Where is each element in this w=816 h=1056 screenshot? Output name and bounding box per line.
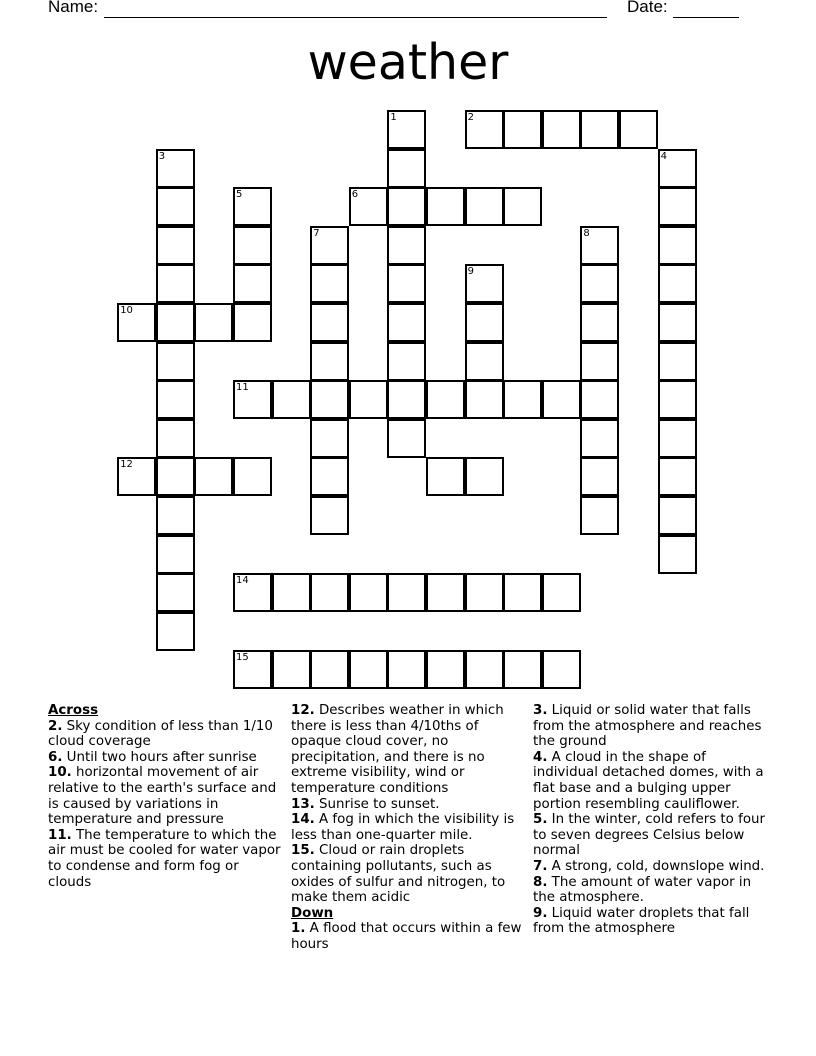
clue-item-number: 10. <box>48 765 72 781</box>
clue-item <box>533 859 773 875</box>
grid-cell[interactable] <box>156 264 195 303</box>
grid-cell[interactable] <box>349 187 388 226</box>
grid-cell[interactable] <box>117 457 156 496</box>
grid-cell[interactable] <box>658 535 697 574</box>
clue-item-text: Liquid water droplets that fall from the atmosphere <box>533 905 750 937</box>
clues-column-2 <box>291 703 527 953</box>
clue-item-number: 14. <box>291 812 315 828</box>
grid-cell[interactable] <box>580 303 619 342</box>
grid-cell[interactable] <box>658 149 697 188</box>
grid-cell[interactable] <box>580 226 619 265</box>
grid-cell[interactable] <box>310 342 349 381</box>
down-clue-list <box>291 921 527 952</box>
grid-cell[interactable] <box>156 342 195 381</box>
clue-item <box>291 797 527 813</box>
grid-cell[interactable] <box>580 110 619 149</box>
grid-cell[interactable] <box>465 110 504 149</box>
grid-cell[interactable] <box>272 650 311 689</box>
clue-number: 2 <box>467 112 474 123</box>
clue-item-text: The temperature to which the air must be cooled for water vapor to condense and form fog or clouds <box>48 827 281 890</box>
grid-cell[interactable] <box>658 457 697 496</box>
clue-number: 12 <box>120 459 133 471</box>
clue-number: 3 <box>158 150 166 162</box>
clue-item-text: In the winter, cold refers to four to seven degrees Celsius below normal <box>533 812 766 859</box>
grid-cell[interactable] <box>503 380 542 419</box>
grid-cell[interactable] <box>387 149 426 188</box>
clues-column-3 <box>533 703 773 937</box>
across-clue-list <box>48 719 284 891</box>
down-clue-list-continued <box>533 703 773 937</box>
grid-cell[interactable] <box>349 650 388 689</box>
clue-item <box>48 750 284 766</box>
grid-cell[interactable] <box>233 573 272 612</box>
grid-cell[interactable] <box>503 110 542 149</box>
clue-number: 8 <box>583 227 590 239</box>
grid-cell[interactable] <box>465 457 504 496</box>
across-heading: Across <box>48 703 99 718</box>
across-clue-list-continued <box>291 703 527 906</box>
grid-cell[interactable] <box>465 303 504 342</box>
clue-number: 9 <box>467 266 474 278</box>
grid-cell[interactable] <box>310 650 349 689</box>
clue-number: 10 <box>120 305 133 316</box>
grid-cell[interactable] <box>387 573 426 612</box>
grid-cell[interactable] <box>387 419 426 458</box>
grid-cell[interactable] <box>310 457 349 496</box>
grid-cell[interactable] <box>426 650 465 689</box>
grid-cell[interactable] <box>658 419 697 458</box>
clue-item-number: 12. <box>291 703 315 718</box>
clue-number: 14 <box>236 575 249 587</box>
clue-item-text: A cloud in the shape of individual detached domes, with a flat base and a bulging upper portion resembling cauliflower. <box>533 749 764 812</box>
grid-cell[interactable] <box>465 650 504 689</box>
clue-item-text: Sunrise to sunset. <box>319 796 440 812</box>
grid-cell[interactable] <box>349 380 388 419</box>
clue-item <box>48 719 284 750</box>
clue-item <box>48 828 284 890</box>
clue-item <box>533 875 773 906</box>
clue-item-text: A fog in which the visibility is less than one-quarter mile. <box>291 812 515 843</box>
clue-number: 7 <box>313 227 320 239</box>
name-label: Name: <box>48 0 99 16</box>
grid-cell[interactable] <box>156 149 195 188</box>
grid-cell[interactable] <box>310 226 349 265</box>
clue-item-text: A flood that occurs within a few hours <box>291 921 522 952</box>
grid-cell[interactable] <box>542 650 581 689</box>
grid-cell[interactable] <box>272 380 311 419</box>
grid-cell[interactable] <box>580 419 619 458</box>
grid-cell[interactable] <box>465 342 504 381</box>
grid-cell[interactable] <box>156 303 195 342</box>
grid-cell[interactable] <box>156 457 195 496</box>
grid-cell[interactable] <box>387 650 426 689</box>
clue-number: 5 <box>236 189 243 201</box>
grid-cell[interactable] <box>387 303 426 342</box>
clue-item-text: Liquid or solid water that falls from the atmosphere and reaches the ground <box>533 703 762 750</box>
grid-cell[interactable] <box>156 226 195 265</box>
clue-item-text: horizontal movement of air relative to the earth's surface and is caused by variations in temperature and pressure <box>48 765 277 828</box>
clue-item-text: A strong, cold, downslope wind. <box>551 858 765 874</box>
grid-cell[interactable] <box>272 573 311 612</box>
clue-item <box>291 843 527 905</box>
clue-item-number: 1. <box>291 921 306 937</box>
grid-cell[interactable] <box>580 496 619 535</box>
clue-number: 15 <box>236 652 249 664</box>
clue-item-number: 2. <box>48 718 63 734</box>
grid-cell[interactable] <box>194 457 233 496</box>
grid-cell[interactable] <box>465 187 504 226</box>
grid-cell[interactable] <box>658 226 697 265</box>
grid-cell[interactable] <box>580 457 619 496</box>
grid-cell[interactable] <box>156 573 195 612</box>
clue-number: 11 <box>236 382 249 394</box>
grid-cell[interactable] <box>426 457 465 496</box>
clue-item-text: Sky condition of less than 1/10 cloud coverage <box>48 718 273 750</box>
grid-cell[interactable] <box>387 342 426 381</box>
grid-cell[interactable] <box>233 187 272 226</box>
grid-cell[interactable] <box>580 342 619 381</box>
clue-item <box>533 812 773 859</box>
clue-item-text: The amount of water vapor in the atmosphere. <box>533 874 752 906</box>
grid-cell[interactable] <box>542 573 581 612</box>
clue-item <box>533 906 773 937</box>
down-heading: Down <box>291 905 334 921</box>
grid-cell[interactable] <box>233 380 272 419</box>
grid-cell[interactable] <box>658 380 697 419</box>
grid-cell[interactable] <box>387 226 426 265</box>
grid-cell[interactable] <box>117 303 156 342</box>
clue-item-number: 9. <box>533 905 548 921</box>
grid-cell[interactable] <box>310 303 349 342</box>
grid-cell[interactable] <box>387 110 426 149</box>
grid-cell[interactable] <box>387 380 426 419</box>
clue-item-number: 7. <box>533 858 548 874</box>
grid-cell[interactable] <box>580 264 619 303</box>
grid-cell[interactable] <box>156 419 195 458</box>
grid-cell[interactable] <box>387 264 426 303</box>
clue-item <box>533 750 773 812</box>
grid-cell[interactable] <box>194 303 233 342</box>
grid-cell[interactable] <box>426 187 465 226</box>
clue-item-text: Until two hours after sunrise <box>66 749 257 765</box>
grid-cell[interactable] <box>542 110 581 149</box>
grid-cell[interactable] <box>233 650 272 689</box>
clue-item-number: 11. <box>48 827 72 843</box>
clue-item-number: 4. <box>533 749 548 765</box>
clue-number: 4 <box>660 150 667 162</box>
grid-cell[interactable] <box>310 264 349 303</box>
clue-item <box>48 765 284 827</box>
grid-cell[interactable] <box>658 187 697 226</box>
grid-cell[interactable] <box>658 496 697 535</box>
grid-cell[interactable] <box>310 496 349 535</box>
clue-item <box>291 703 527 797</box>
grid-cell[interactable] <box>503 187 542 226</box>
grid-cell[interactable] <box>542 380 581 419</box>
grid-cell[interactable] <box>310 380 349 419</box>
grid-cell[interactable] <box>387 187 426 226</box>
clue-item-number: 8. <box>533 874 548 890</box>
grid-cell[interactable] <box>233 264 272 303</box>
grid-cell[interactable] <box>658 303 697 342</box>
grid-cell[interactable] <box>465 264 504 303</box>
clue-item <box>533 703 773 750</box>
grid-cell[interactable] <box>426 380 465 419</box>
clue-item-number: 6. <box>48 749 63 765</box>
grid-cell[interactable] <box>465 573 504 612</box>
grid-cell[interactable] <box>156 496 195 535</box>
puzzle-title: weather <box>307 34 509 91</box>
grid-cell[interactable] <box>503 650 542 689</box>
grid-cell[interactable] <box>156 535 195 574</box>
grid-cell[interactable] <box>156 612 195 651</box>
grid-cell[interactable] <box>619 110 658 149</box>
clue-item-text: Describes weather in which there is less than 4/10ths of opaque cloud cover, no precipitation, and there is no extreme visibility, wind or temperature conditions <box>291 703 504 796</box>
grid-cell[interactable] <box>349 573 388 612</box>
grid-cell[interactable] <box>310 419 349 458</box>
clue-item-number: 13. <box>291 796 315 812</box>
date-label: Date: <box>627 0 668 16</box>
clue-number: 6 <box>351 189 359 201</box>
clue-item-number: 3. <box>533 703 548 718</box>
clue-number: 1 <box>390 112 397 123</box>
grid-cell[interactable] <box>658 264 697 303</box>
clue-item <box>291 812 527 843</box>
clue-item <box>291 921 527 952</box>
grid-cell[interactable] <box>580 380 619 419</box>
grid-cell[interactable] <box>310 573 349 612</box>
clue-item-number: 5. <box>533 812 548 828</box>
grid-cell[interactable] <box>156 380 195 419</box>
clues-column-1 <box>48 703 284 890</box>
grid-cell[interactable] <box>503 573 542 612</box>
clue-item-number: 15. <box>291 843 315 859</box>
grid-cell[interactable] <box>233 226 272 265</box>
grid-cell[interactable] <box>156 187 195 226</box>
grid-cell[interactable] <box>233 303 272 342</box>
grid-cell[interactable] <box>465 380 504 419</box>
grid-cell[interactable] <box>658 342 697 381</box>
grid-cell[interactable] <box>233 457 272 496</box>
grid-cell[interactable] <box>426 573 465 612</box>
clue-item-text: Cloud or rain droplets containing pollutants, such as oxides of sulfur and nitrogen, to make them acidic <box>291 843 506 906</box>
